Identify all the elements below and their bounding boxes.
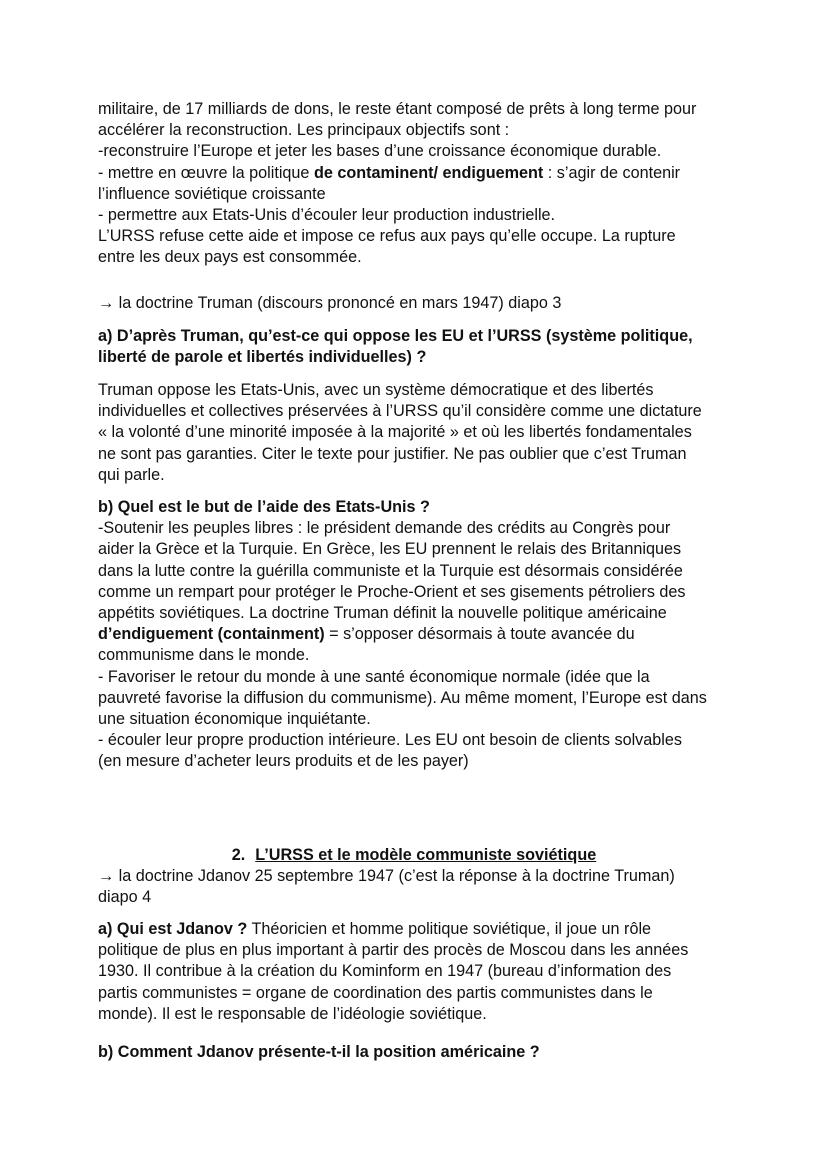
text-line: monde). Il est le responsable de l’idéologie soviétique. (98, 1004, 487, 1023)
question-a-jdanov: a) Qui est Jdanov ? (98, 920, 248, 938)
section-number: 2. (231, 846, 246, 864)
jdanov-doctrine-intro (98, 866, 738, 908)
text-line: 1930. Il contribue à la création du Kominform en 1947 (bureau d’information des (98, 962, 672, 981)
text-line: « la volonté d’une minorité imposée à la majorité » et où les libertés fondamentales (98, 423, 692, 442)
text-line: entre les deux pays est consommée. (98, 248, 362, 267)
text-line: -reconstruire l’Europe et jeter les bases d’une croissance économique durable. (98, 142, 662, 161)
text-line: aider la Grèce et la Turquie. En Grèce, les EU prennent le relais des Britanniques (98, 540, 682, 559)
answer-a-paragraph (98, 380, 738, 486)
text-line: - Favoriser le retour du monde à une santé économique normale (idée que la (98, 667, 650, 686)
text-line: une situation économique inquiétante. (98, 710, 371, 729)
text-run: : s’agir de contenir (543, 163, 681, 182)
text-line: qui parle. (98, 465, 165, 484)
text-line: (en mesure d’acheter leurs produits et de les payer) (98, 752, 469, 771)
question-b-jdanov (98, 1042, 738, 1063)
bold-term-endiguement: d’endiguement (containment) (98, 625, 325, 644)
text-line: partis communistes = organe de coordination des partis communistes dans le (98, 983, 653, 1002)
text-run: - mettre en œuvre la politique (98, 163, 314, 182)
text-line: communisme dans le monde. (98, 646, 310, 665)
text-line (98, 624, 738, 645)
text-line: politique de plus en plus important à partir des procès de Moscou dans les années (98, 941, 689, 960)
text-line: Truman oppose les Etats-Unis, avec un système démocratique et des libertés (98, 381, 654, 399)
text-line: -Soutenir les peuples libres : le président demande des crédits au Congrès pour (98, 519, 671, 538)
text-line: l’influence soviétique croissante (98, 184, 326, 203)
text-line: dans la lutte contre la guérilla communiste et la Turquie est désormais considérée (98, 561, 683, 580)
text-line (98, 163, 738, 184)
text-line: individuelles et collectives préservées à l’URSS qu’il considère comme une dictature (98, 402, 702, 421)
truman-doctrine-intro (98, 293, 738, 314)
text-line: appétits soviétiques. La doctrine Truman définit la nouvelle politique américaine (98, 604, 667, 623)
section-2-heading (0, 845, 828, 866)
question-line: liberté de parole et libertés individuelles) ? (98, 348, 427, 367)
text-line: pauvreté favorise la diffusion du communisme). Au même moment, l’Europe est dans (98, 688, 707, 707)
section-title: L’URSS et le modèle communiste soviétique (255, 846, 597, 864)
text-line: - permettre aux Etats-Unis d’écouler leur production industrielle. (98, 206, 556, 225)
jdanov-a-paragraph (98, 919, 738, 1025)
text-line: accélérer la reconstruction. Les principaux objectifs sont : (98, 121, 510, 140)
bold-term-containment: de contaminent/ endiguement (313, 163, 544, 182)
question-line: b) Comment Jdanov présente-t-il la position américaine ? (98, 1043, 540, 1061)
text-line: → la doctrine Jdanov 25 septembre 1947 (c’est la réponse à la doctrine Truman) (98, 867, 675, 885)
text-line: ne sont pas garanties. Citer le texte pour justifier. Ne pas oublier que c’est Truman (98, 444, 687, 463)
text-run: Théoricien et homme politique soviétique, il joue un rôle (247, 920, 652, 938)
text-line: diapo 4 (98, 888, 152, 907)
text-line: L’URSS refuse cette aide et impose ce refus aux pays qu’elle occupe. La rupture (98, 227, 676, 246)
text-run: = s’opposer désormais à toute avancée du (324, 625, 635, 644)
text-line: militaire, de 17 milliards de dons, le reste étant composé de prêts à long terme pour (98, 100, 697, 118)
answer-b-paragraph (98, 497, 738, 773)
text-line (98, 919, 738, 940)
text-line: - écouler leur propre production intérieure. Les EU ont besoin de clients solvables (98, 731, 682, 750)
text-line: → la doctrine Truman (discours prononcé en mars 1947) diapo 3 (98, 294, 562, 312)
text-line: comme un rempart pour protéger le Proche-Orient et ses gisements pétroliers des (98, 582, 686, 601)
marshall-plan-paragraph (98, 99, 738, 269)
question-b-truman: b) Quel est le but de l’aide des Etats-Unis ? (98, 498, 430, 516)
question-a-truman (98, 326, 738, 368)
question-line: a) D’après Truman, qu’est-ce qui oppose les EU et l’URSS (système politique, (98, 327, 693, 345)
